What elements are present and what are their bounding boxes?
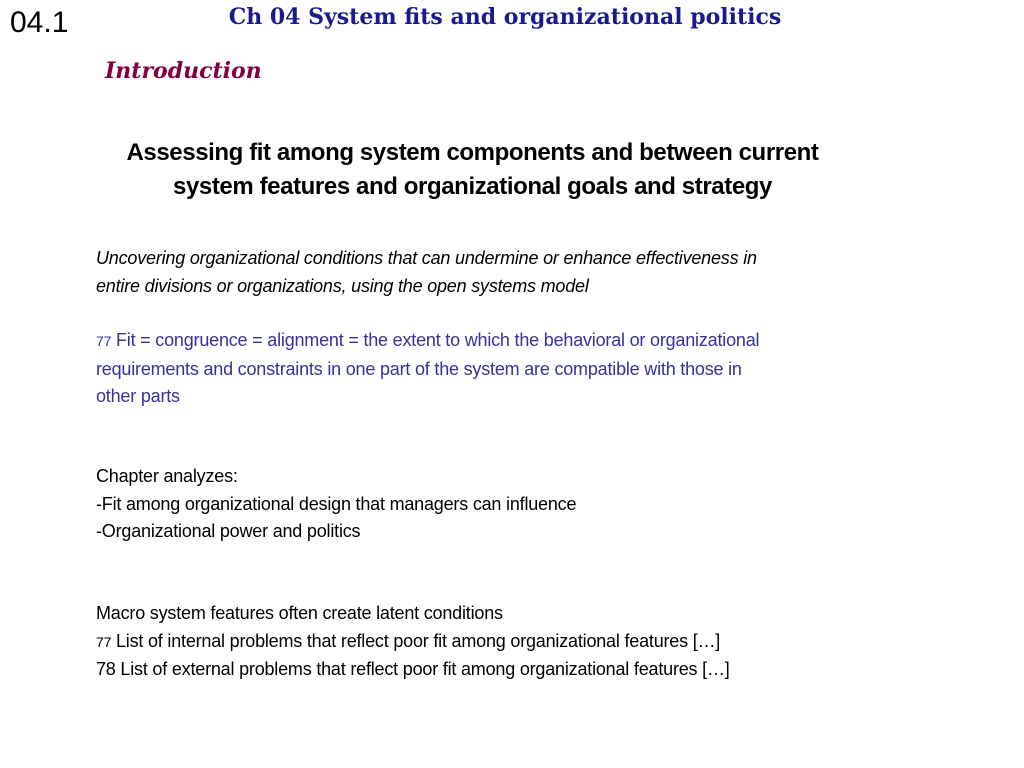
paragraph-text: Fit = congruence = alignment = the extent to which the behavioral or organizational (111, 330, 760, 350)
fit-definition-paragraph (96, 327, 816, 411)
paragraph-line: other parts (96, 386, 180, 406)
list-item (96, 628, 816, 657)
macro-heading: Macro system features often create latent conditions (96, 603, 503, 623)
macro-block (96, 600, 816, 684)
lead-heading-line: system features and organizational goals and strategy (173, 173, 772, 200)
section-title: Introduction (105, 58, 262, 84)
chapter-title: Ch 04 System fits and organizational politics (228, 4, 782, 30)
lead-heading (110, 136, 835, 204)
page-reference: 77 (96, 633, 112, 650)
page-reference: 77 (96, 333, 112, 349)
list-item-text: List of internal problems that reflect poor fit among organizational features […] (111, 630, 721, 651)
uncovering-paragraph (96, 245, 816, 300)
lead-heading-line: Assessing fit among system components and between current (126, 139, 819, 166)
list-item: 78 List of external problems that reflect poor fit among organizational features […] (96, 659, 730, 679)
paragraph-line (96, 327, 816, 356)
list-item: -Organizational power and politics (96, 521, 361, 541)
list-item: -Fit among organizational design that managers can influence (96, 493, 577, 514)
slide-number: 04.1 (10, 6, 69, 39)
chapter-analyzes-heading: Chapter analyzes: (96, 466, 238, 486)
paragraph-line: requirements and constraints in one part of the system are compatible with those in (96, 358, 742, 379)
chapter-analyzes-block (96, 463, 816, 546)
paragraph-line: entire divisions or organizations, using the open systems model (96, 275, 589, 296)
paragraph-line: Uncovering organizational conditions that can undermine or enhance effectiveness in (96, 248, 757, 268)
